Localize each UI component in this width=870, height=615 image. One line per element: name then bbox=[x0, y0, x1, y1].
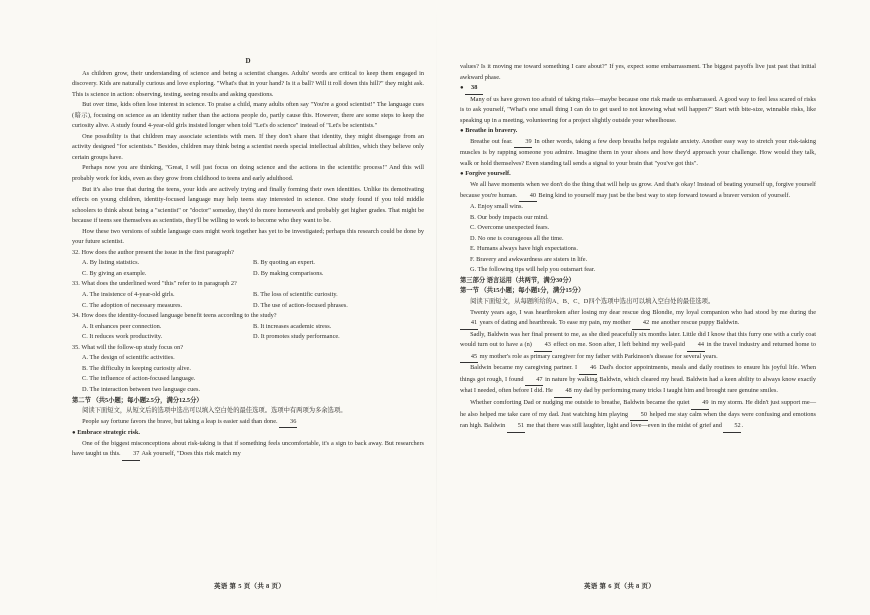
bullet-icon: ● bbox=[72, 430, 76, 437]
cloze-paragraph bbox=[460, 308, 816, 330]
option[interactable]: A. Enjoy small wins. bbox=[470, 203, 523, 211]
paragraph: One possibility is that children may associate scientists with men. If they don't share that identity, they might disengage from an activity designed "for scientists." Besides, children may think being a scientist needs special intellectual abilities, which they believe only certain groups have. bbox=[72, 132, 424, 161]
option[interactable]: D. The interaction between two language cues. bbox=[82, 385, 201, 393]
cloze-text: me another rescue puppy Baldwin. bbox=[650, 319, 740, 327]
cloze-text: in the travel industry and returned home to bbox=[704, 341, 817, 349]
blank-48[interactable]: 48 bbox=[554, 386, 572, 398]
cloze-text: Dad's doctor appointments, meals and daily routines to ensure his joyful life. When things got rough, I found bbox=[460, 364, 816, 383]
option[interactable]: D. The use of action-focused phrases. bbox=[253, 301, 348, 309]
paragraph: values? Is it moving me toward something I care about?" If yes, expect some embarrassment. The biggest payoffs live just past that initial awkward phase. bbox=[460, 63, 816, 81]
paragraph-text: Ask yourself, "Does this risk match my bbox=[141, 450, 241, 458]
option[interactable]: B. By quoting an expert. bbox=[253, 259, 315, 267]
paragraph-text: In other words, taking a few deep breaths helps regulate anxiety. Another easy way to stretch your risk-taking muscles is by rapping someone you admire. Imagine them in your shoes and how they'd approach your challenge. How would they talk, walk or hold themselves? Even standing tall sends a signal to your brain that "you've got this". bbox=[460, 137, 816, 167]
bullet-icon: ● bbox=[460, 85, 464, 92]
question-34 bbox=[72, 311, 424, 343]
option[interactable]: E. Humans always have high expectations. bbox=[470, 245, 578, 253]
cloze-text: my mother's role as primary caregiver for my father with Parkinson's disease for several years. bbox=[478, 352, 718, 360]
subheading-text: Embrace strategic risk. bbox=[77, 429, 140, 437]
cloze-passage bbox=[460, 308, 816, 433]
option[interactable]: A. By listing statistics. bbox=[82, 259, 140, 267]
cloze-text: Whether comforting Dad or nudging me outside to breathe, Baldwin became the quiet bbox=[470, 398, 692, 406]
question-stem: 32. How does the author present the issue in the first paragraph? bbox=[72, 248, 234, 256]
cloze-text: . bbox=[741, 422, 744, 430]
cloze-text: helped me stay calm when the days were confusing and emotions ran high. Baldwin bbox=[460, 410, 816, 430]
paragraph: But it's also true that during the teens, your kids are actively trying and finally forming their own identities. Unlike its demotivating effects on young children, identity-focused language may help teens stay interested in science. One study found if you told middle schoolers to think about being a "scientist" or "doctor" someday, they'd do more homework and probably get higher grades. That might be because if teens see themselves as scientists, they'll be willing to work to become who they want to be. bbox=[72, 185, 424, 225]
cloze-text: in my storm. He didn't just support me—he also helped me take care of my dad. Just watching him playing bbox=[460, 398, 816, 418]
cloze-paragraph bbox=[460, 330, 816, 364]
section-letter: D bbox=[245, 57, 251, 65]
bullet-icon: ● bbox=[460, 128, 464, 135]
cloze-text: Sadly, Baldwin was her final present to me, as she died peacefully six months later. Little did I know that this furry one with a curly coat would turn out to have a (n) bbox=[460, 330, 816, 349]
option[interactable]: A. The design of scientific activities. bbox=[82, 354, 175, 362]
cloze-text: Twenty years ago, I was heartbroken after losing my dear rescue dog Blondie, my loyal companion who had stood by me during the bbox=[470, 308, 816, 316]
option[interactable]: B. The loss of scientific curiosity. bbox=[253, 291, 338, 299]
paragraph bbox=[460, 180, 816, 202]
paragraph bbox=[72, 439, 424, 461]
bullet-icon: ● bbox=[460, 171, 464, 178]
subheading-text: Forgive yourself. bbox=[465, 170, 511, 178]
blank-50[interactable]: 50 bbox=[630, 410, 648, 422]
question-stem: 34. How does the identity-focused language benefit teens according to the study? bbox=[72, 312, 277, 320]
section-1-instruction: 阅读下面短文，从每题所给的A、B、C、D四个选项中选出可以填入空白处的最佳选项。 bbox=[470, 298, 715, 306]
subheading bbox=[460, 169, 816, 180]
option[interactable]: G. The following tips will help you outsmart fear. bbox=[470, 266, 596, 274]
blank-37[interactable]: 37 bbox=[122, 449, 140, 461]
left-page bbox=[72, 56, 424, 461]
option[interactable]: B. It increases academic stress. bbox=[253, 322, 332, 330]
page-footer: 英语 第 5 页（共 8 页） bbox=[214, 583, 286, 590]
paragraph: Perhaps now you are thinking, "Great, I will just focus on doing science and the actions in the scientific process!" And this will probably work for kids, even as they grow from childhood to teens and early adulthood. bbox=[72, 164, 424, 183]
blank-42[interactable]: 42 bbox=[632, 318, 650, 330]
question-32 bbox=[72, 248, 424, 280]
blank-51[interactable]: 51 bbox=[507, 421, 525, 433]
question-stem: 33. What does the underlined word "this" refer to in paragraph 2? bbox=[72, 280, 237, 288]
option[interactable]: C. The adoption of necessary measures. bbox=[82, 301, 183, 309]
cloze-text: years of dating and heartbreak. To ease my pain, my mother bbox=[478, 319, 633, 327]
blank-46[interactable]: 46 bbox=[579, 363, 597, 375]
option[interactable]: D. By making comparisons. bbox=[253, 269, 324, 277]
blank-38[interactable]: 38 bbox=[465, 83, 483, 95]
page-fold bbox=[436, 0, 437, 615]
blank-36[interactable]: 36 bbox=[279, 417, 297, 429]
blank-44[interactable]: 44 bbox=[687, 340, 705, 352]
blank-40[interactable]: 40 bbox=[519, 191, 537, 203]
paragraph-text: Being kind to yourself may just be the best way to step forward toward a braver version of yourself. bbox=[538, 191, 791, 199]
answer-options bbox=[460, 202, 816, 276]
blank-52[interactable]: 52 bbox=[723, 421, 741, 433]
section-2-title: 第二节 （共5小题；每小题2.5分，满分12.5分） bbox=[72, 396, 203, 404]
subheading-text: Breathe in bravery. bbox=[465, 127, 518, 135]
blank-38-line bbox=[460, 83, 816, 95]
section-2-instruction: 阅读下面短文，从短文后的选项中选出可以填入空白处的最佳选项。选项中有两项为多余选项。 bbox=[82, 407, 347, 415]
paragraph bbox=[460, 137, 816, 170]
paragraph: As children grow, their understanding of science and being a scientist changes. Adults' words are critical to keep them engaged in discovery. Kids are naturally curious and love exploring. "What's that in your hand? Is it a ball? Will it roll down this hill?" they might ask. This is science in action: observing, testing, seeing results and asking questions. bbox=[72, 69, 424, 98]
option[interactable]: C. Overcome unexpected fears. bbox=[470, 224, 550, 232]
blank-43[interactable]: 43 bbox=[534, 340, 552, 352]
question-stem: 35. What will the follow-up study focus on? bbox=[72, 343, 184, 351]
right-page bbox=[460, 62, 816, 433]
passage-intro bbox=[72, 417, 424, 429]
cloze-text: me that there was still laughter, light and love—even in the midst of grief and bbox=[524, 422, 724, 430]
paragraph: How these two versions of subtle language cues might work together has yet to be investigated; perhaps this research could be done by your future scientist. bbox=[72, 227, 424, 246]
blank-47[interactable]: 47 bbox=[525, 375, 543, 387]
cloze-paragraph bbox=[460, 398, 816, 433]
blank-41[interactable]: 41 bbox=[460, 318, 478, 330]
blank-39[interactable]: 39 bbox=[514, 137, 532, 149]
option[interactable]: D. No one is courageous all the time. bbox=[470, 234, 564, 242]
paragraph: But over time, kids often lose interest in science. To praise a child, many adults often say "You're a good scientist!" The language cues (暗示), focusing on science as an identity rather than the actions people do, partly cause this. However, there are some steps to keep the curiosity alive. A study found 4-year-old girls insisted longer when told "Let's do science" instead of "Let's be scientists." bbox=[72, 101, 424, 130]
question-35 bbox=[72, 343, 424, 396]
paragraph-text: Breathe out fear. bbox=[470, 137, 513, 145]
paragraph: Many of us have grown too afraid of taking risks—maybe because one risk made us embarrassed. A good way to feel less scared of risks is to ask yourself, "What's one small thing I can do to get used to not knowing what will happen?" Start with bite-size, winnable risks, like speaking up in a meeting, volunteering for a project slightly outside your wheelhouse. bbox=[460, 95, 816, 124]
cloze-paragraph bbox=[460, 363, 816, 398]
cloze-text: my dad by performing many tricks I taught him and brought rare genuine smiles. bbox=[572, 387, 778, 395]
paragraph-text: One of the biggest misconceptions about risk-taking is that if something feels uncomfortable, it's a sign to back away. But researchers have taught us this. bbox=[72, 439, 424, 458]
option[interactable]: C. The influence of action-focused language. bbox=[82, 375, 196, 383]
option[interactable]: C. It reduces work productivity. bbox=[82, 333, 163, 341]
cloze-text: Baldwin became my caregiving partner. I bbox=[470, 364, 580, 372]
blank-45[interactable]: 45 bbox=[460, 352, 478, 364]
option[interactable]: B. The difficulty in keeping curiosity alive. bbox=[82, 364, 191, 372]
paragraph-text: We all have moments when we don't do the thing that will help us grow. And that's okay! Instead of beating yourself up, forgive yourself because you're human. bbox=[460, 181, 816, 199]
option[interactable]: A. It enhances peer connection. bbox=[82, 322, 162, 330]
option[interactable]: F. Bravery and awkwardness are sisters in life. bbox=[470, 255, 588, 263]
option[interactable]: B. Our body impacts our mind. bbox=[470, 213, 549, 221]
intro-text: People say fortune favors the brave, but taking a leap is easier said than done. bbox=[82, 417, 278, 425]
cloze-text: effect on me. Soon after, I left behind my well-paid bbox=[551, 341, 687, 349]
option[interactable]: A. The insistence of 4-year-old girls. bbox=[82, 291, 175, 299]
cloze-text: in nature by walking Baldwin, which cleared my head. Baldwin had a keen ability to always know exactly what I needed, often before I did. He bbox=[460, 375, 816, 395]
part-3-title: 第三部分 语言运用（共两节，满分30分） bbox=[460, 276, 575, 284]
page-footer: 英语 第 6 页（共 8 页） bbox=[584, 583, 656, 590]
subheading bbox=[460, 126, 816, 137]
question-33 bbox=[72, 279, 424, 311]
section-1-title: 第一节 （共15小题；每小题1分，满分15分） bbox=[460, 287, 585, 295]
subheading bbox=[72, 428, 424, 439]
option[interactable]: C. By giving an example. bbox=[82, 269, 147, 277]
blank-49[interactable]: 49 bbox=[691, 398, 709, 410]
option[interactable]: D. It promotes study performance. bbox=[253, 333, 340, 341]
